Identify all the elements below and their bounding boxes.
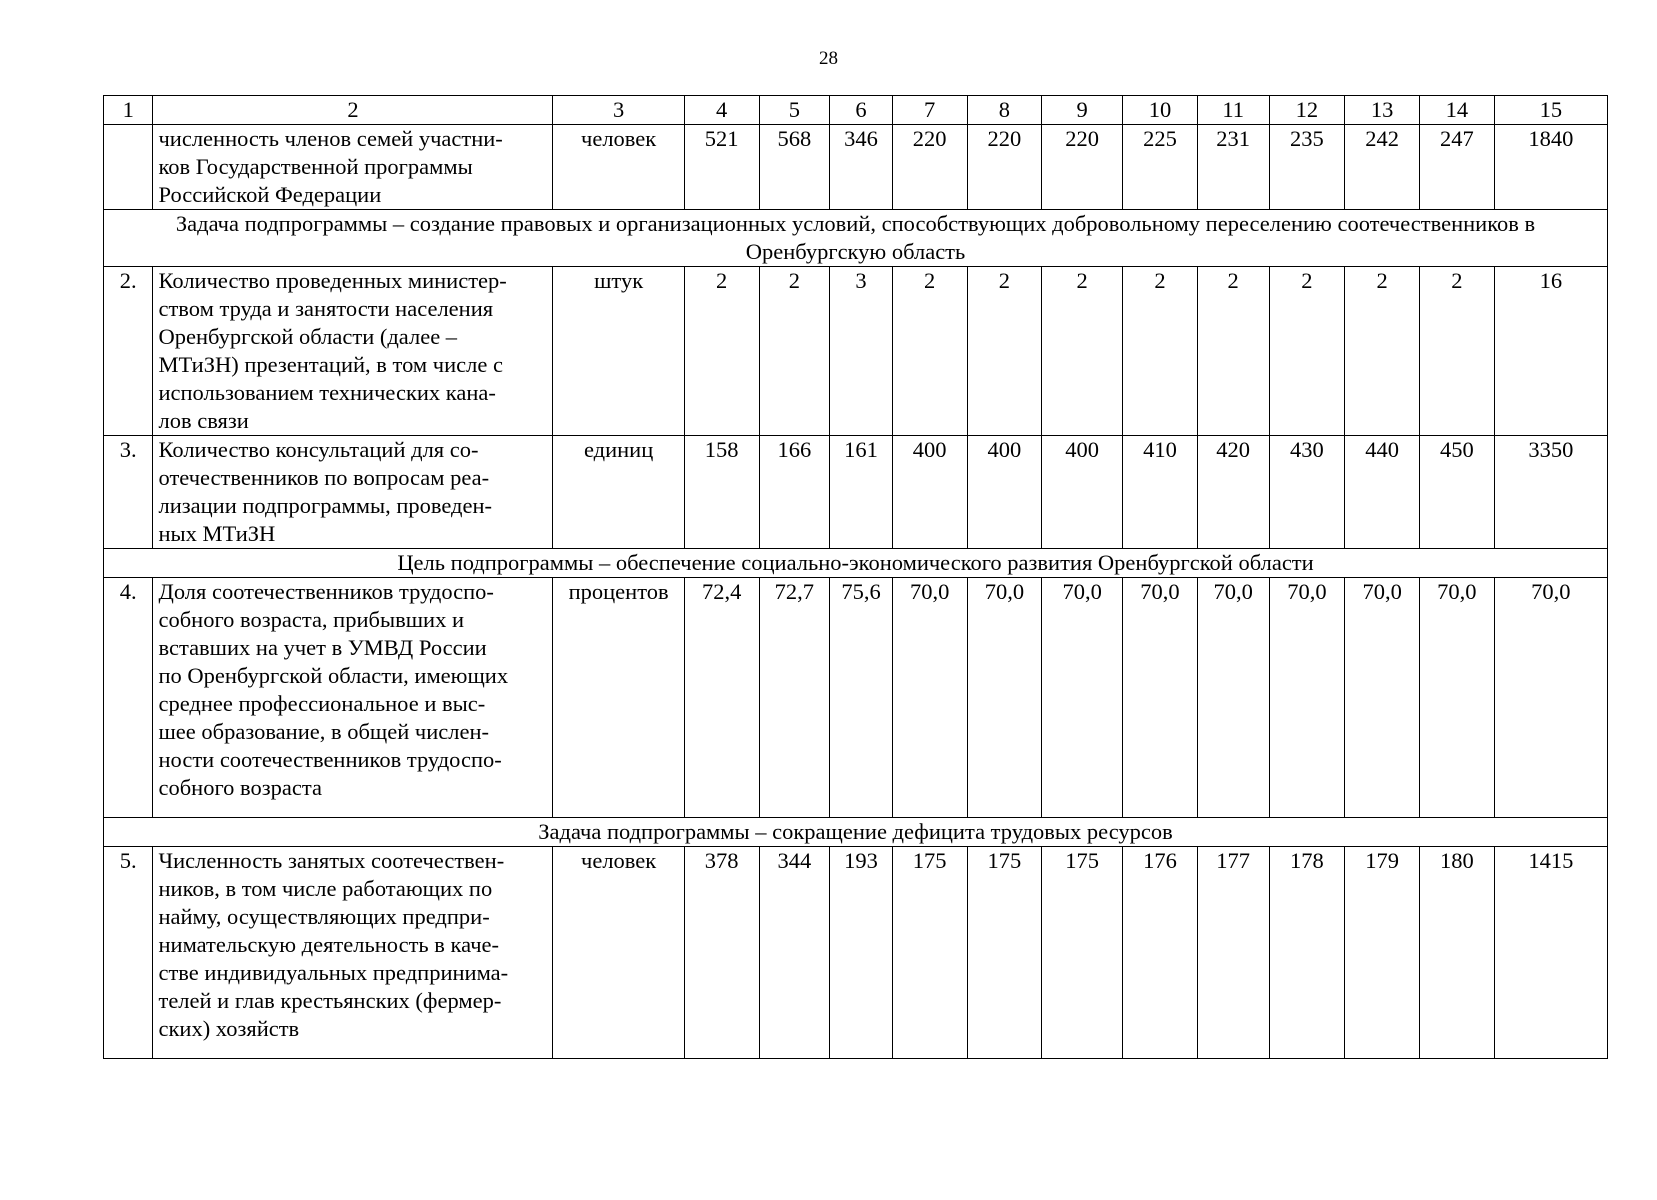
indicator-row [104, 578, 1608, 818]
page-number: 28 [819, 48, 838, 69]
indicator-row [104, 847, 1608, 1059]
section-title: Задача подпрограммы – создание правовых и организационных условий, способствующих добровольному переселению соотечественников в Оренбургскую область [104, 210, 1608, 267]
indicator-value: 2 [1420, 267, 1495, 436]
indicator-name: численность членов семей участни- ков Государственной программы Российской Федерации [153, 125, 553, 210]
indicator-value: 2 [1042, 267, 1123, 436]
indicator-value: 235 [1269, 125, 1345, 210]
column-number-header: 6 [830, 96, 893, 125]
indicator-value: 247 [1420, 125, 1495, 210]
indicator-value: 378 [684, 847, 759, 1059]
indicator-value: 72,4 [684, 578, 759, 818]
indicator-value: 1415 [1494, 847, 1607, 1059]
unit-of-measure: человек [553, 125, 684, 210]
indicator-value: 166 [759, 436, 830, 549]
section-row [104, 549, 1608, 578]
row-number: 5. [104, 847, 153, 1059]
indicator-value: 175 [967, 847, 1042, 1059]
indicator-row [104, 436, 1608, 549]
indicator-value: 72,7 [759, 578, 830, 818]
indicator-value: 176 [1123, 847, 1198, 1059]
indicator-value: 3350 [1494, 436, 1607, 549]
indicator-value: 568 [759, 125, 830, 210]
indicator-value: 70,0 [892, 578, 967, 818]
indicator-value: 450 [1420, 436, 1495, 549]
column-number-header: 5 [759, 96, 830, 125]
column-number-header: 7 [892, 96, 967, 125]
row-number [104, 125, 153, 210]
indicator-value: 2 [892, 267, 967, 436]
indicator-value: 175 [892, 847, 967, 1059]
indicator-value: 75,6 [830, 578, 893, 818]
indicator-name: Доля соотечественников трудоспо- собного возраста, прибывших и вставших на учет в УМВД России по Оренбургской области, имеющих среднее профессиональное и выс- шее образование, в общей числен- ности соотечественников трудоспо- собного возраста [153, 578, 553, 818]
indicator-value: 70,0 [1123, 578, 1198, 818]
section-row [104, 210, 1608, 267]
unit-of-measure: штук [553, 267, 684, 436]
indicator-value: 3 [830, 267, 893, 436]
indicator-value: 1840 [1494, 125, 1607, 210]
column-number-header: 15 [1494, 96, 1607, 125]
unit-of-measure: человек [553, 847, 684, 1059]
indicator-value: 16 [1494, 267, 1607, 436]
indicator-value: 400 [892, 436, 967, 549]
column-number-header: 14 [1420, 96, 1495, 125]
indicator-value: 521 [684, 125, 759, 210]
indicator-value: 430 [1269, 436, 1345, 549]
unit-of-measure: единиц [553, 436, 684, 549]
indicator-value: 440 [1345, 436, 1420, 549]
row-number: 3. [104, 436, 153, 549]
indicator-name: Численность занятых соотечествен- ников, в том числе работающих по найму, осуществляющих предпри- нимательскую деятельность в каче- стве индивидуальных предпринима- телей и глав крестьянских (фермер- ских) хозяйств [153, 847, 553, 1059]
column-number-header: 1 [104, 96, 153, 125]
indicator-value: 220 [1042, 125, 1123, 210]
section-row [104, 818, 1608, 847]
indicator-value: 161 [830, 436, 893, 549]
indicator-value: 180 [1420, 847, 1495, 1059]
indicator-value: 346 [830, 125, 893, 210]
indicator-value: 2 [1197, 267, 1269, 436]
column-number-header: 13 [1345, 96, 1420, 125]
indicator-value: 400 [1042, 436, 1123, 549]
indicator-value: 231 [1197, 125, 1269, 210]
indicator-value: 225 [1123, 125, 1198, 210]
indicator-value: 2 [1269, 267, 1345, 436]
section-title: Цель подпрограммы – обеспечение социально-экономического развития Оренбургской области [104, 549, 1608, 578]
indicator-value: 2 [684, 267, 759, 436]
indicator-value: 242 [1345, 125, 1420, 210]
indicators-table [103, 95, 1608, 1059]
indicator-value: 420 [1197, 436, 1269, 549]
indicator-value: 70,0 [1042, 578, 1123, 818]
indicator-value: 2 [759, 267, 830, 436]
indicator-name: Количество консультаций для со- отечественников по вопросам реа- лизации подпрограммы, проведен- ных МТиЗН [153, 436, 553, 549]
column-number-header: 4 [684, 96, 759, 125]
indicator-value: 70,0 [1269, 578, 1345, 818]
row-number: 4. [104, 578, 153, 818]
indicator-value: 70,0 [1345, 578, 1420, 818]
indicator-value: 178 [1269, 847, 1345, 1059]
row-number: 2. [104, 267, 153, 436]
indicator-value: 70,0 [1197, 578, 1269, 818]
column-number-header: 8 [967, 96, 1042, 125]
indicator-value: 70,0 [1494, 578, 1607, 818]
section-title: Задача подпрограммы – сокращение дефицита трудовых ресурсов [104, 818, 1608, 847]
indicator-value: 175 [1042, 847, 1123, 1059]
indicator-row [104, 125, 1608, 210]
indicator-value: 220 [967, 125, 1042, 210]
indicator-value: 2 [1345, 267, 1420, 436]
indicator-value: 2 [1123, 267, 1198, 436]
column-number-header: 12 [1269, 96, 1345, 125]
indicator-value: 193 [830, 847, 893, 1059]
column-number-header: 2 [153, 96, 553, 125]
indicator-value: 70,0 [1420, 578, 1495, 818]
header-row [104, 96, 1608, 125]
indicator-row [104, 267, 1608, 436]
column-number-header: 11 [1197, 96, 1269, 125]
indicator-value: 70,0 [967, 578, 1042, 818]
indicator-value: 2 [967, 267, 1042, 436]
indicator-value: 179 [1345, 847, 1420, 1059]
indicator-value: 158 [684, 436, 759, 549]
column-number-header: 9 [1042, 96, 1123, 125]
indicator-value: 410 [1123, 436, 1198, 549]
indicator-value: 400 [967, 436, 1042, 549]
indicator-value: 177 [1197, 847, 1269, 1059]
indicator-name: Количество проведенных министер- ством труда и занятости населения Оренбургской области (далее – МТиЗН) презентаций, в том числе с использованием технических кана- лов связи [153, 267, 553, 436]
unit-of-measure: процентов [553, 578, 684, 818]
indicator-value: 344 [759, 847, 830, 1059]
column-number-header: 3 [553, 96, 684, 125]
indicator-value: 220 [892, 125, 967, 210]
column-number-header: 10 [1123, 96, 1198, 125]
